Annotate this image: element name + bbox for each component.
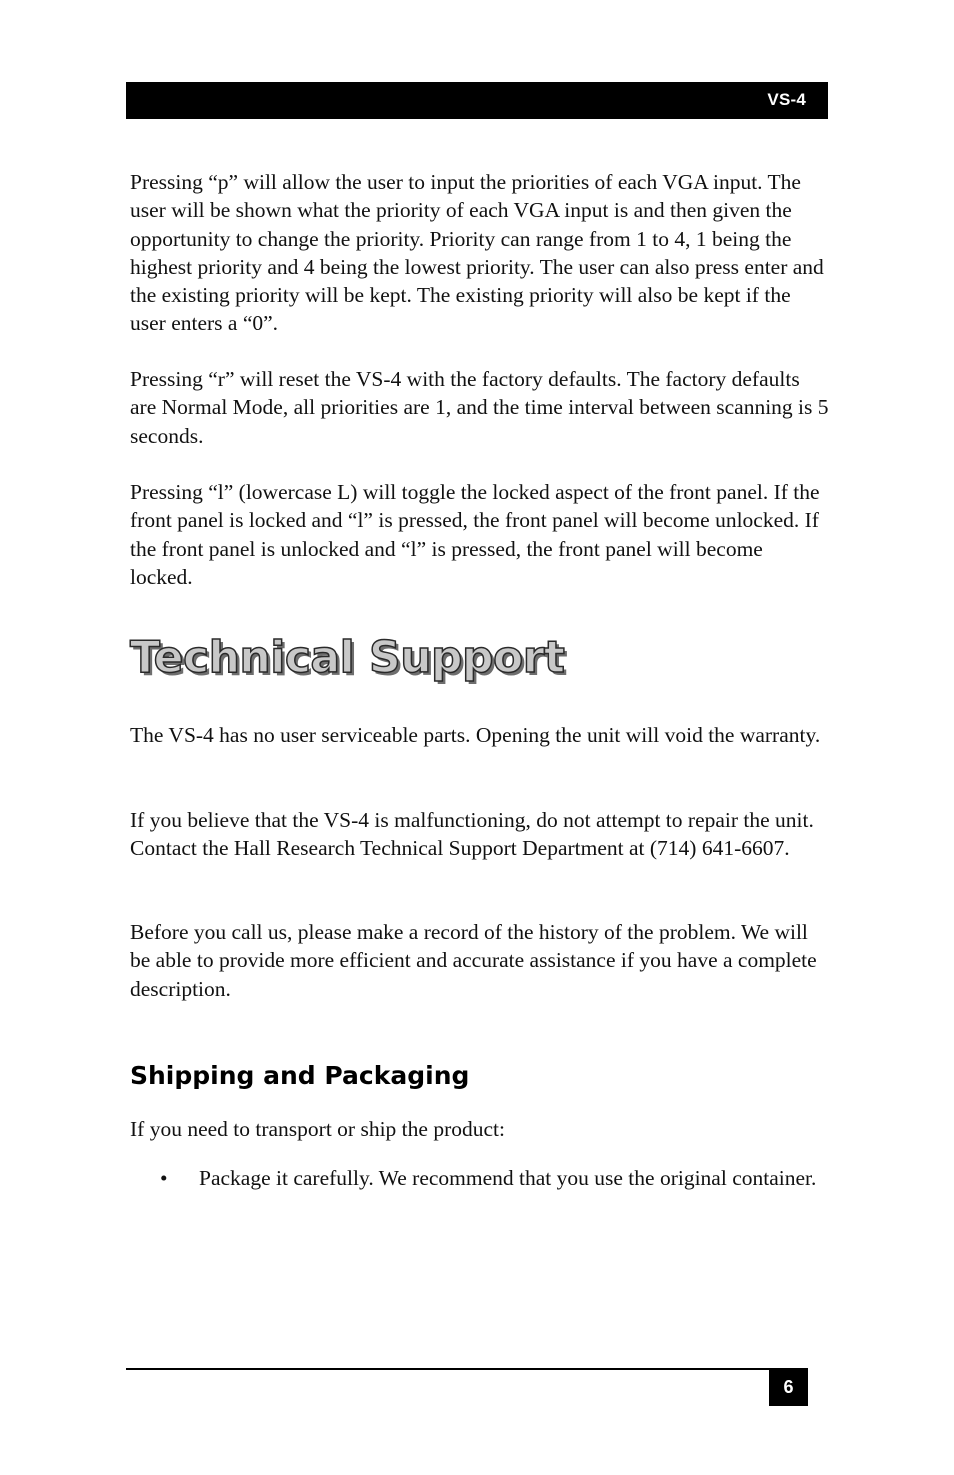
paragraph-contact-support: If you believe that the VS-4 is malfunctioning, do not attempt to repair the unit. Contact the Hall Research Technical Support Department at (714) 641-6607. xyxy=(130,808,814,861)
section-title-technical-support: Technical Support xyxy=(130,632,565,683)
header-bar xyxy=(126,82,828,119)
bullet-text: Package it carefully. We recommend that you use the original container. xyxy=(199,1166,817,1190)
subsection-title-shipping: Shipping and Packaging xyxy=(130,1061,470,1090)
paragraph-record-history: Before you call us, please make a record of the history of the problem. We will be able to provide more efficient and accurate assistance if you have a complete description. xyxy=(130,920,817,1001)
paragraph-priorities: Pressing “p” will allow the user to input the priorities of each VGA input. The user will be shown what the priority of each VGA input is and then given the opportunity to change the priority. Priority can range from 1 to 4, 1 being the highest priority and 4 being the lowest priority. The user can also press enter and the existing priority will be kept. The existing priority will also be kept if the user enters a “0”. xyxy=(130,170,824,336)
paragraph-lock: Pressing “l” (lowercase L) will toggle the locked aspect of the front panel. If the front panel is locked and “l” is pressed, the front panel will become unlocked. If the front panel is unlocked and “l” is pressed, the front panel will become locked. xyxy=(130,480,820,589)
header-label: VS-4 xyxy=(767,90,806,109)
bullet-icon: • xyxy=(160,1166,168,1190)
footer-rule xyxy=(126,1368,808,1370)
paragraph-no-serviceable-parts: The VS-4 has no user serviceable parts. Opening the unit will void the warranty. xyxy=(130,723,821,747)
page-number-box xyxy=(769,1370,808,1406)
paragraph-shipping-intro: If you need to transport or ship the product: xyxy=(130,1117,505,1141)
paragraph-reset: Pressing “r” will reset the VS-4 with the factory defaults. The factory defaults are Normal Mode, all priorities are 1, and the time interval between scanning is 5 seconds. xyxy=(130,367,829,448)
page-number: 6 xyxy=(783,1377,794,1397)
